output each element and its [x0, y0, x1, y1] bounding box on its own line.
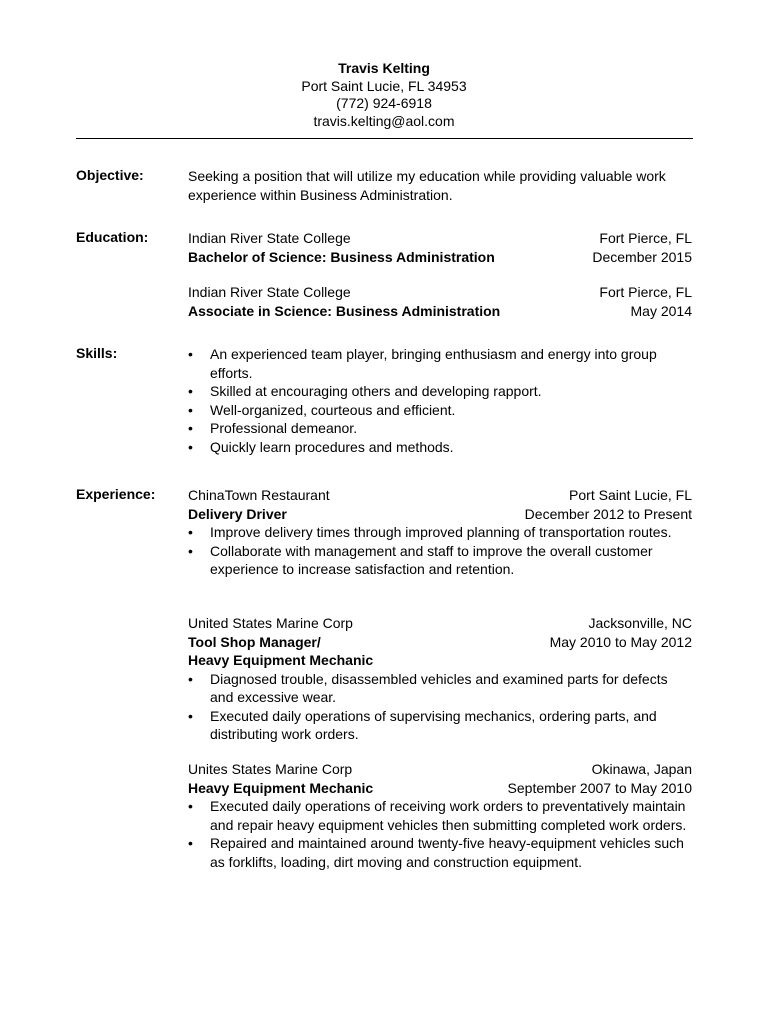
skills-label: Skills:: [76, 345, 118, 361]
education-label: Education:: [76, 229, 149, 245]
job-duty: • Diagnosed trouble, disassembled vehicles and examined parts for defects and excessive wear.: [188, 670, 692, 707]
skill-item: • Well-organized, courteous and efficient.: [188, 401, 692, 420]
education-entry: [188, 283, 692, 320]
applicant-name: Travis Kelting: [338, 60, 430, 76]
job-employer: Unites States Marine Corp: [188, 761, 353, 777]
job-entry: [188, 614, 692, 744]
job-title: Heavy Equipment Mechanic: [188, 779, 374, 796]
education-school: Indian River State College: [188, 284, 351, 300]
skills-list-container: [188, 345, 692, 456]
education-location: Fort Pierce, FL: [599, 230, 692, 246]
job-title-secondary: Heavy Equipment Mechanic: [188, 652, 374, 668]
education-location: Fort Pierce, FL: [599, 284, 692, 300]
job-dates: May 2010 to May 2012: [549, 633, 692, 650]
job-location: Port Saint Lucie, FL: [569, 487, 692, 503]
job-location: Jacksonville, NC: [588, 615, 692, 631]
job-duty: • Improve delivery times through improved planning of transportation routes.: [188, 523, 692, 542]
job-dates: September 2007 to May 2010: [507, 779, 692, 796]
education-degree: Bachelor of Science: Business Administration: [188, 248, 495, 265]
experience-label: Experience:: [76, 486, 156, 502]
job-duties: [188, 523, 692, 579]
education-degree: Associate in Science: Business Administration: [188, 302, 501, 319]
education-school: Indian River State College: [188, 230, 351, 246]
applicant-phone: (772) 924-6918: [336, 95, 432, 111]
job-duty: • Repaired and maintained around twenty-five heavy-equipment vehicles such as forklifts, loading, dirt moving and construction equipment.: [188, 834, 692, 871]
job-duty: • Executed daily operations of supervising mechanics, ordering parts, and distributing work orders.: [188, 707, 692, 744]
job-employer: ChinaTown Restaurant: [188, 487, 330, 503]
job-employer: United States Marine Corp: [188, 615, 353, 631]
job-title: Tool Shop Manager/: [188, 633, 321, 650]
objective-text: Seeking a position that will utilize my education while providing valuable work experience within Business Administration.: [188, 168, 666, 203]
job-duty: • Collaborate with management and staff to improve the overall customer experience to increase satisfaction and retention.: [188, 542, 692, 579]
job-title: Delivery Driver: [188, 505, 287, 522]
objective-label: Objective:: [76, 167, 144, 183]
skills-list: [188, 345, 692, 456]
skill-item: • Professional demeanor.: [188, 419, 692, 438]
job-entry: [188, 760, 692, 871]
education-entry: [188, 229, 692, 266]
header-divider: [76, 138, 693, 139]
applicant-address: Port Saint Lucie, FL 34953: [301, 77, 467, 94]
job-duty: • Executed daily operations of receiving work orders to preventatively maintain and repair heavy equipment vehicles then submitting completed work orders.: [188, 797, 692, 834]
education-date: May 2014: [630, 302, 692, 319]
job-location: Okinawa, Japan: [591, 761, 692, 777]
job-dates: December 2012 to Present: [524, 505, 692, 522]
skill-item: • Quickly learn procedures and methods.: [188, 438, 692, 457]
resume-header: [0, 60, 768, 130]
job-duties: [188, 797, 692, 871]
job-duties: [188, 670, 692, 744]
education-date: December 2015: [592, 248, 692, 265]
applicant-email: travis.kelting@aol.com: [313, 112, 455, 129]
skill-item: • An experienced team player, bringing enthusiasm and energy into group efforts.: [188, 345, 692, 382]
job-entry: [188, 486, 692, 579]
skill-item: • Skilled at encouraging others and developing rapport.: [188, 382, 692, 401]
